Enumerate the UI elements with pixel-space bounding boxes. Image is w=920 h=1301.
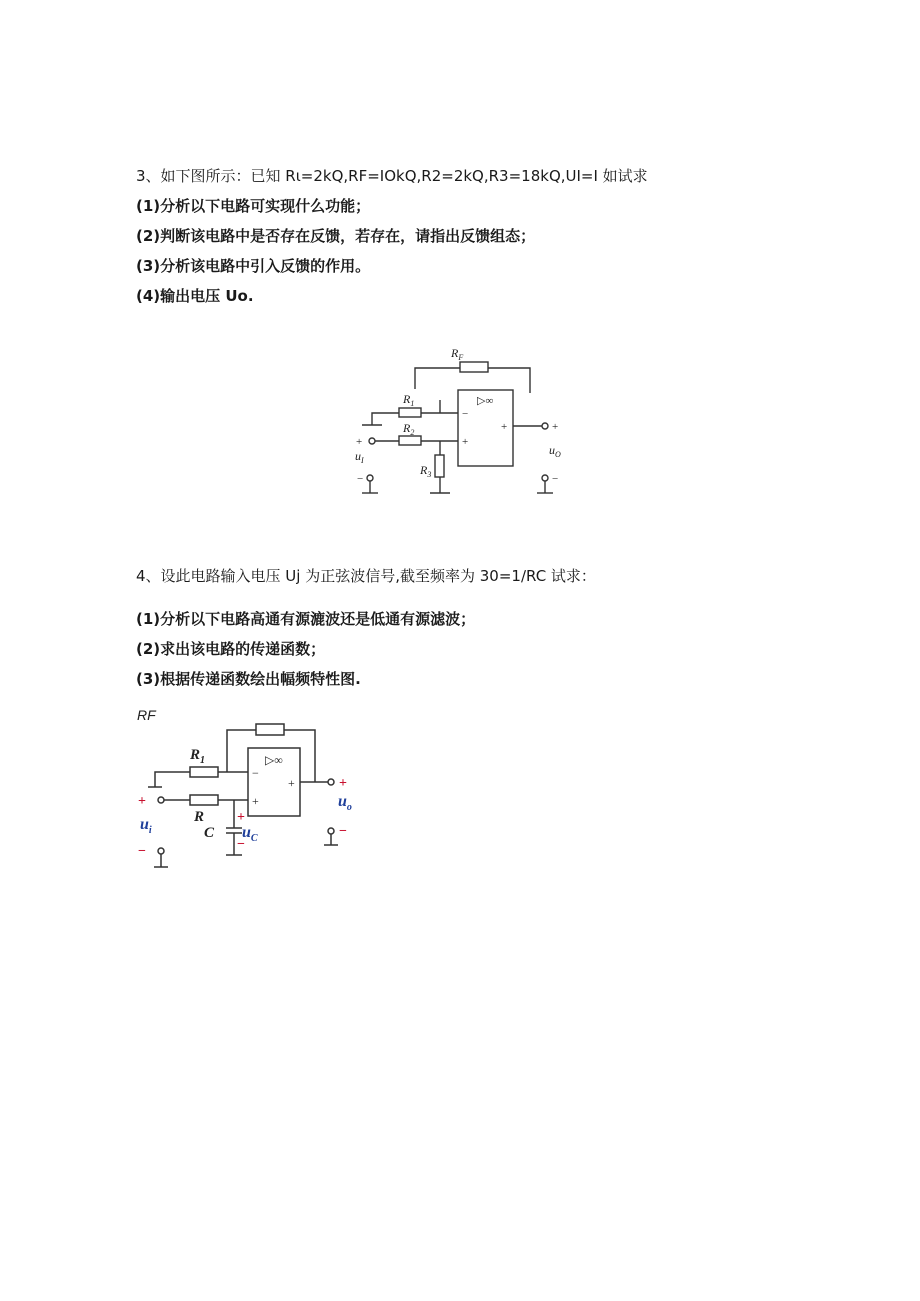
q4-item-1: (1)分析以下电路高通有源漉波还是低通有源滤波；: [136, 610, 476, 628]
q3-output-minus: −: [552, 473, 559, 485]
q4-item-2: (2)求出该电路的传递函数；: [136, 640, 326, 658]
q4-r1-label: $R_1$: [190, 747, 206, 766]
q4-r-label: R: [194, 809, 205, 825]
q4-uc-plus: +: [237, 810, 245, 825]
q4-uo-label: $u_o$: [338, 793, 352, 813]
r2-label: $R_2$: [403, 421, 415, 437]
q3-circuit-diagram: [345, 338, 605, 518]
q3-item-4: (4)输出电压 Uo.: [136, 287, 254, 305]
r1-label: $R_1$: [403, 392, 415, 408]
q3-amp-symbol: ▷∞: [477, 395, 494, 407]
ui-label: $u_I$: [355, 449, 364, 465]
q3-item-3: (3)分析该电路中引入反馈的作用。: [136, 257, 371, 275]
q3-amp-minus: −: [462, 408, 469, 420]
rf-label: $R_F$: [451, 346, 464, 362]
q3-output-plus: +: [552, 421, 559, 433]
uo-label: $u_O$: [549, 443, 561, 459]
r3-label: $R_3$: [420, 463, 432, 479]
q4-c-label: C: [204, 825, 215, 841]
q4-output-minus: −: [339, 824, 347, 839]
q3-amp-out-plus: +: [501, 421, 508, 433]
q4-amp-symbol: ▷∞: [265, 753, 283, 767]
q4-uc-label: $u_C$: [242, 824, 258, 844]
q3-title: 3、如下图所示：已知 Rι=2kQ,RF=IOkQ,R2=2kQ,R3=18kQ,UI=I 如试求: [136, 167, 648, 185]
q3-amp-plus: +: [462, 436, 469, 448]
q4-rf-label: RF: [137, 707, 156, 723]
q4-ui-label: $u_i$: [140, 816, 152, 836]
q4-amp-out-plus: +: [288, 776, 295, 790]
q4-input-minus: −: [138, 844, 146, 859]
q4-input-plus: +: [138, 794, 146, 809]
q4-title: 4、设此电路输入电压 Uj 为正弦波信号,截至频率为 30=1∕RC 试求：: [136, 567, 596, 585]
q4-circuit-diagram: [130, 715, 370, 875]
q3-input-plus: +: [356, 436, 363, 448]
q3-item-2: (2)判断该电路中是否存在反馈，若存在，请指出反馈组态；: [136, 227, 536, 245]
q4-output-plus: +: [339, 776, 347, 791]
q3-item-1: (1)分析以下电路可实现什么功能；: [136, 197, 371, 215]
q4-amp-plus: +: [252, 794, 259, 808]
q3-input-minus: −: [357, 473, 364, 485]
q4-uc-minus: −: [237, 837, 245, 852]
q4-amp-minus: −: [252, 766, 259, 780]
q4-item-3: (3)根据传递函数绘出幅频特性图.: [136, 670, 361, 688]
